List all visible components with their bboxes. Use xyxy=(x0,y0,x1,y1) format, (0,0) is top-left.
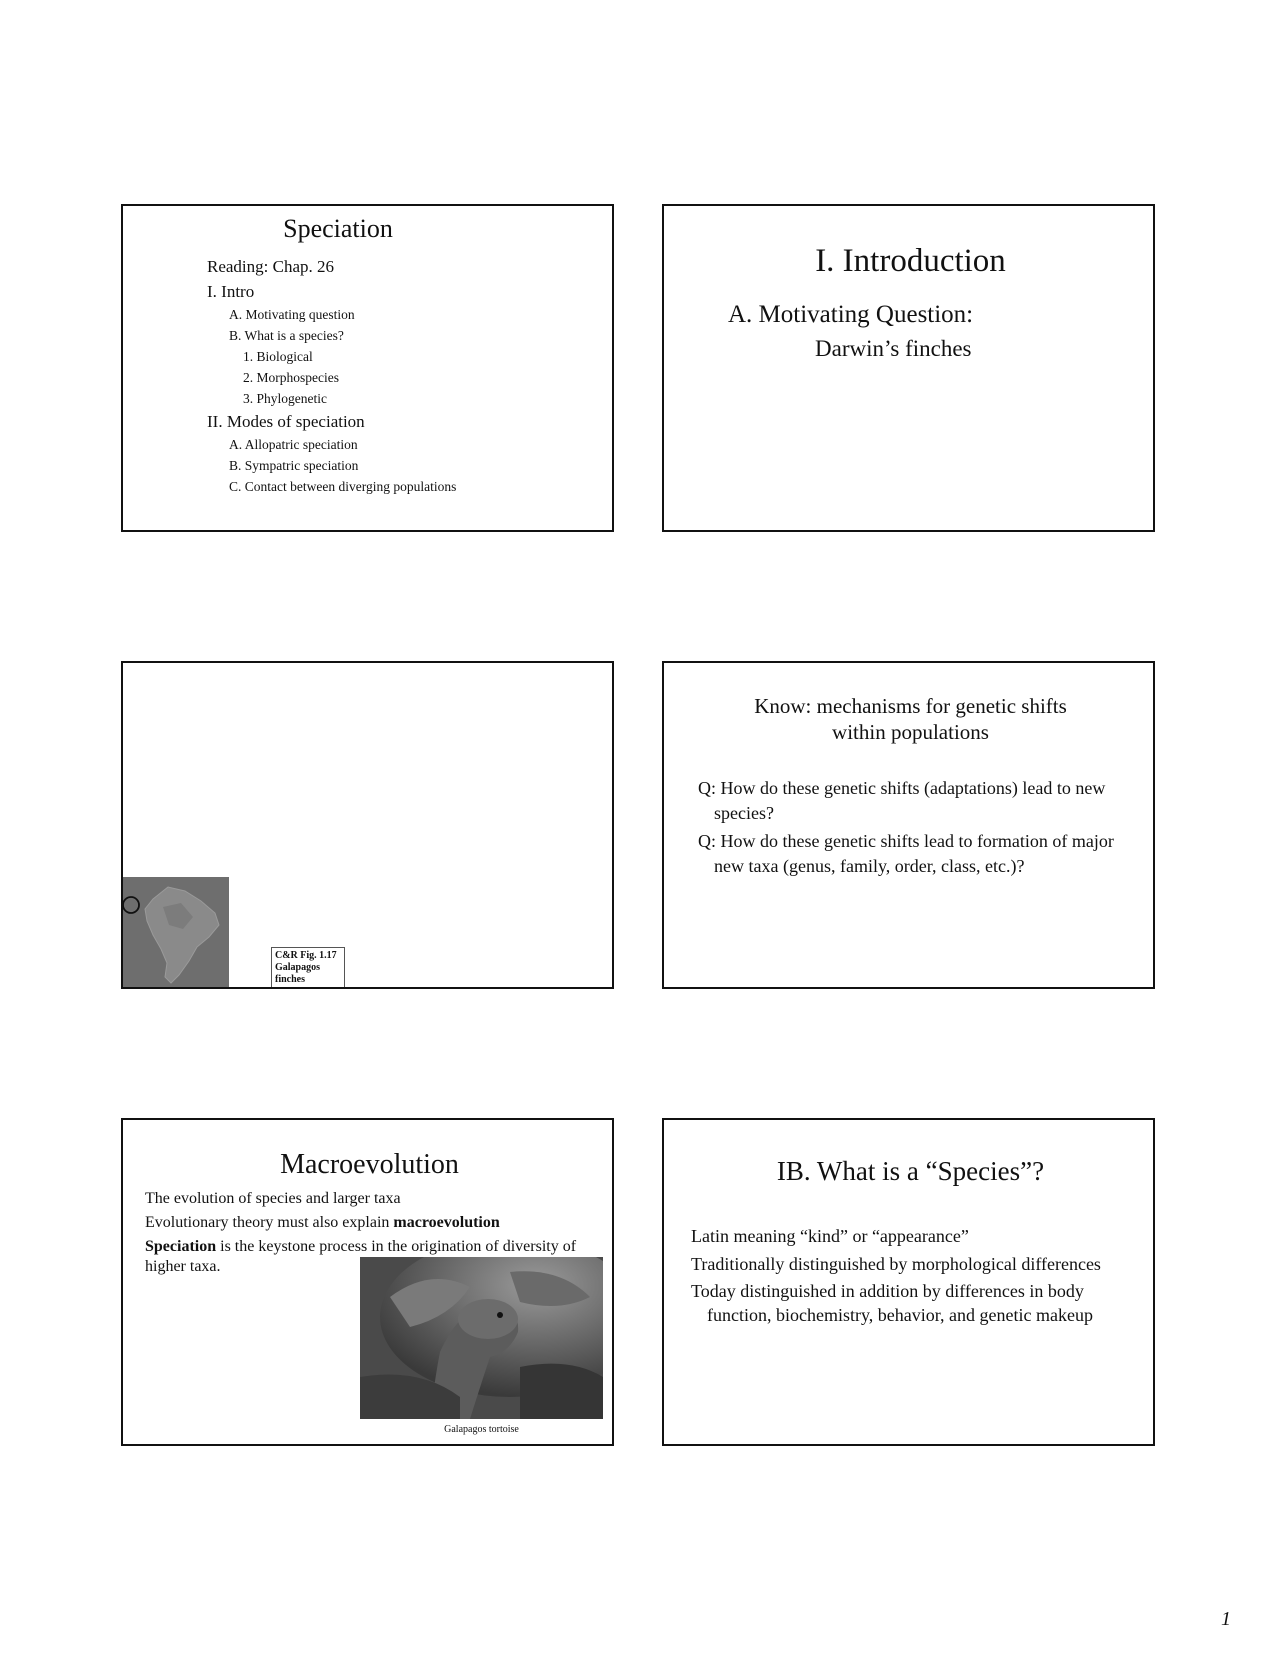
slide-macroevolution xyxy=(121,1118,614,1446)
caption-line: Galapagos xyxy=(275,962,321,973)
photo-caption: Galapagos tortoise xyxy=(444,1424,519,1435)
outline-item: C. Contact between diverging populations xyxy=(229,479,457,494)
body-paragraph: Traditionally distinguished by morphological differences xyxy=(691,1253,1101,1274)
slide-title: IB. What is a “Species”? xyxy=(776,1156,1045,1186)
slide-speciation-outline xyxy=(121,204,614,532)
outline-item: 3. Phylogenetic xyxy=(243,391,327,406)
body-bold-term: Speciation xyxy=(145,1238,217,1255)
outline-item: B. Sympatric speciation xyxy=(229,458,359,473)
know-statement xyxy=(664,693,1155,745)
outline-item: A. Motivating question xyxy=(229,307,355,322)
slide-subheading: Darwin’s finches xyxy=(815,336,972,361)
outline-item: A. Allopatric speciation xyxy=(229,437,358,452)
caption-line: C&R Fig. 1.17 xyxy=(275,950,337,961)
slide-body xyxy=(691,1225,1136,1331)
outline-item: 1. Biological xyxy=(243,349,313,364)
figure-caption xyxy=(271,947,345,989)
question-list xyxy=(698,776,1138,882)
south-america-map-icon xyxy=(123,877,229,989)
slide-heading: A. Motivating Question: xyxy=(728,301,974,328)
body-line: The evolution of species and larger taxa xyxy=(145,1190,401,1207)
outline-item: B. What is a species? xyxy=(229,328,344,343)
know-line: within populations xyxy=(832,720,989,744)
slide-what-is-species xyxy=(662,1118,1155,1446)
slide-title: I. Introduction xyxy=(815,243,1006,279)
body-text: is the keystone process in the origination of diversity of higher taxa. xyxy=(145,1238,577,1275)
page-number: 1 xyxy=(1221,1608,1231,1630)
slide-title: Macroevolution xyxy=(280,1149,459,1180)
outline-item: I. Intro xyxy=(207,282,255,301)
outline-item: 2. Morphospecies xyxy=(243,370,339,385)
question-item: Q: How do these genetic shifts lead to formation of major new taxa (genus, family, order, class, etc.)? xyxy=(698,831,1114,876)
body-bold-term: macroevolution xyxy=(393,1214,500,1231)
slide-know-questions xyxy=(662,661,1155,989)
south-america-map-image xyxy=(123,877,229,989)
caption-line: finches xyxy=(275,974,305,985)
outline-item: Reading: Chap. 26 xyxy=(207,257,335,276)
body-text: Evolutionary theory must also explain xyxy=(145,1214,394,1231)
body-paragraph: Latin meaning “kind” or “appearance” xyxy=(691,1226,969,1246)
question-item: Q: How do these genetic shifts (adaptations) lead to new species? xyxy=(698,778,1106,823)
galapagos-tortoise-photo xyxy=(360,1257,603,1419)
body-line xyxy=(145,1213,605,1233)
body-paragraph: Today distinguished in addition by differences in body function, biochemistry, behavior, and genetic makeup xyxy=(691,1281,1093,1325)
slide-galapagos-map xyxy=(121,661,614,989)
slide-title: Speciation xyxy=(283,214,393,243)
know-line: Know: mechanisms for genetic shifts xyxy=(754,694,1067,718)
outline-list xyxy=(207,254,456,497)
outline-item: II. Modes of speciation xyxy=(207,412,365,431)
slide-introduction xyxy=(662,204,1155,532)
